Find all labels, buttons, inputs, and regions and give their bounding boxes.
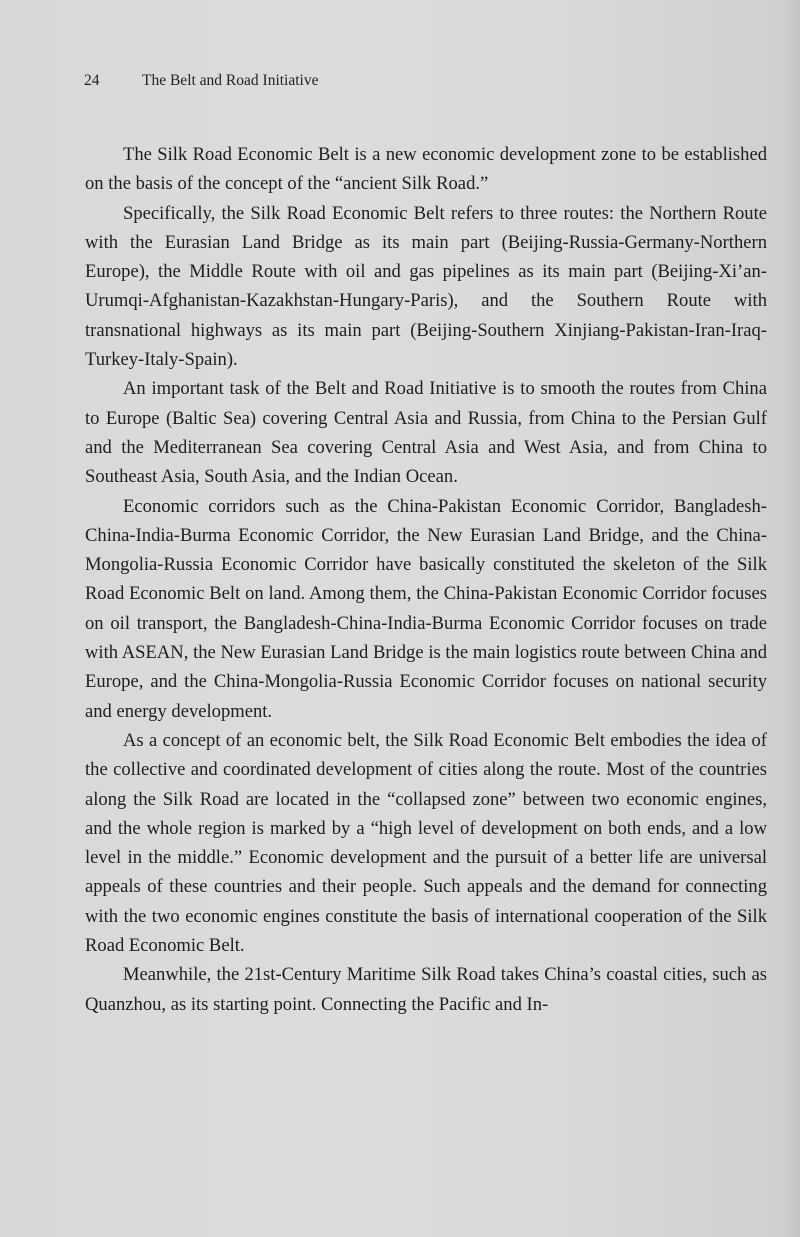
page-number: 24 (84, 72, 100, 89)
paragraph: Economic corridors such as the China-Pakistan Economic Corridor, Bangladesh-China-India-Burma Economic Corridor, the New Eurasian Land Bridge, and the China-Mongolia-Russia Economic Corridor have basically constituted the skeleton of the Silk Road Economic Belt on land. Among them, the China-Pakistan Economic Corridor focuses on oil transport, the Bangladesh-China-India-Burma Economic Corridor focuses on trade with ASEAN, the New Eurasian Land Bridge is the main logistics route between China and Europe, and the China-Mongolia-Russia Economic Corridor focuses on national security and energy development. (85, 495, 767, 722)
running-header (84, 72, 318, 90)
paragraph: As a concept of an economic belt, the Silk Road Economic Belt embodies the idea of the collective and coordinated development of cities along the route. Most of the countries along the Silk Road are located in the “collapsed zone” between two economic engines, and the whole region is marked by a “high level of development on both ends, and a low level in the middle.” Economic development and the pursuit of a better life are universal appeals of these countries and their people. Such appeals and the demand for connecting with the two economic engines constitute the basis of international cooperation of the Silk Road Economic Belt. (85, 729, 767, 957)
paragraph: The Silk Road Economic Belt is a new economic development zone to be established on the basis of the concept of the “ancient Silk Road.” (85, 144, 767, 195)
page-edge-shadow (782, 0, 800, 1237)
paragraph: Meanwhile, the 21st-Century Maritime Silk Road takes China’s coastal cities, such as Quanzhou, as its starting point. Connecting the Pacific and In- (85, 964, 767, 1015)
paragraph: An important task of the Belt and Road Initiative is to smooth the routes from China to Europe (Baltic Sea) covering Central Asia and Russia, from China to the Persian Gulf and the Mediterranean Sea covering Central Asia and West Asia, and from China to Southeast Asia, South Asia, and the Indian Ocean. (85, 378, 767, 488)
body-text (85, 140, 767, 1019)
running-title: The Belt and Road Initiative (142, 72, 319, 89)
paragraph: Specifically, the Silk Road Economic Belt refers to three routes: the Northern Route with the Eurasian Land Bridge as its main part (Beijing-Russia-Germany-Northern Europe), the Middle Route with oil and gas pipelines as its main part (Beijing-Xi’an-Urumqi-Afghanistan-Kazakhstan-Hungary-Paris), and the Southern Route with transnational highways as its main part (Beijing-Southern Xinjiang-Pakistan-Iran-Iraq-Turkey-Italy-Spain). (85, 202, 767, 371)
